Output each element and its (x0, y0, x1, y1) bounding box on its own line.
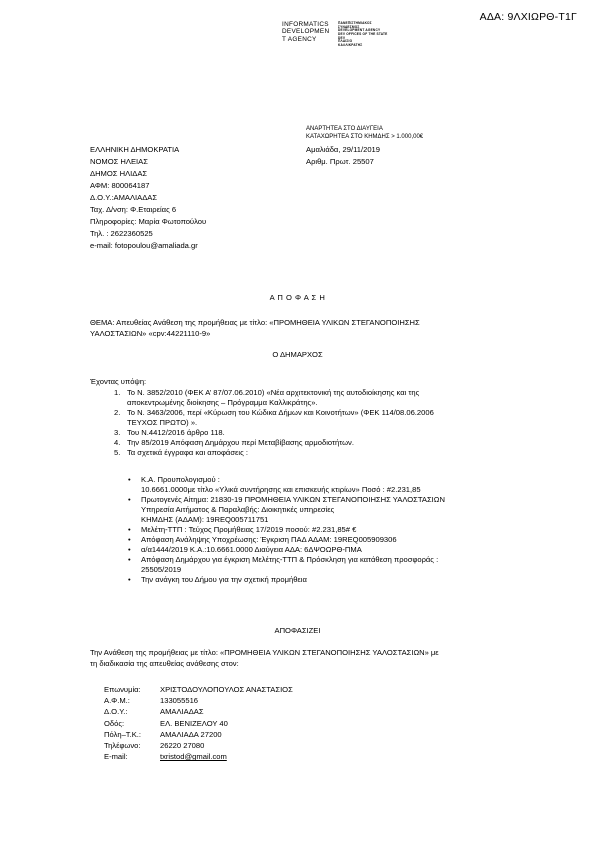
table-row: Δ.Ο.Υ.: ΑΜΑΛΙΑΔΑΣ (104, 707, 204, 717)
ada-code: ΑΔΑ: 9ΛΧΙΩΡΘ-Τ1Γ (479, 11, 577, 23)
phone: Τηλ. : 2622360525 (90, 229, 153, 238)
logo-small-line: ΣΥΝΔΕΣΜΟΣ (338, 24, 360, 29)
contractor-email-link[interactable]: txristod@gmail.com (160, 752, 227, 762)
list-item: • Την ανάγκη του Δήμου για την σχετική προμήθεια (128, 575, 307, 585)
list-item: 5. Τα σχετικά έγγραφα και αποφάσεις : (114, 448, 248, 458)
bullet-icon: • (128, 545, 131, 555)
table-row: Οδός: ΕΛ. ΒΕΝΙΖΕΛΟΥ 40 (104, 718, 228, 728)
logo-small-line: DEV (338, 35, 346, 40)
org-line-2: ΝΟΜΟΣ ΗΛΕΙΑΣ (90, 157, 148, 166)
logo-small-line: DEVELOPMENT AGENCY (338, 28, 381, 33)
documents-bullet-list (128, 475, 501, 585)
address: Ταχ. Δ/νση: Φ.Εταιρείας 6 (90, 205, 177, 214)
logo-small-line: ΠΑΝΕΠΙΣΤΗΜΙΑΚΟΣ (338, 21, 372, 25)
list-item: 2. Το Ν. 3463/2006, περί «Κύρωση του Κώδικα Δήμων και Κοινοτήτων» (ΦΕΚ 114/08.06.2006 ΤΕΥΧΟΣ ΠΡΩΤΟ) ». (114, 408, 434, 428)
table-row: Α.Φ.Μ.: 133055516 (104, 696, 199, 706)
bullet-icon: • (128, 535, 131, 545)
protocol-number: Αριθμ. Πρωτ. 25507 (306, 157, 374, 166)
list-item: • α/α1444/2019 Κ.Α.:10.6661.0000 Διαύγεια ΑΔΑ: 6ΔΨΟΩΡΘ-ΠΜΑ (128, 545, 362, 555)
posting-note-1: ΑΝΑΡΤΗΤΕΑ ΣΤΟ ΔΙΑΥΓΕΙΑ (306, 126, 383, 132)
bullet-icon: • (128, 495, 131, 505)
list-item: • Κ.Α. Προυπολογισμού : 10.6661.0000με τίτλο «Υλικά συντήρησης και επισκευής κτιρίων» Ποσό : #2.231,85 (128, 475, 421, 495)
assignment-line-2: τη διαδικασία της απευθείας ανάθεσης στον: (90, 659, 239, 668)
list-item: 3. Του Ν.4412/2016 άρθρο 118. (114, 428, 225, 438)
logo-small-text (338, 22, 387, 48)
bullet-icon: • (128, 555, 131, 565)
table-row: E-mail: txristod@gmail.com (104, 752, 227, 762)
afm: ΑΦΜ: 800064187 (90, 181, 150, 190)
email: e-mail: fotopoulou@amaliada.gr (90, 241, 198, 250)
decides-heading: ΑΠΟΦΑΣΙΖΕΙ (274, 626, 321, 635)
doc-date: Αμαλιάδα, 29/11/2019 (306, 145, 380, 154)
list-item: • Απόφαση Δημάρχου για έγκριση Μελέτης-ΤΤΠ & Πρόσκληση για κατάθεση προσφοράς : 25505/2019 (128, 555, 439, 575)
having-regard: Έχοντας υπόψη: (90, 377, 147, 386)
logo-small-line: ΚΑΛΛΙΚΡΑΤΗΣ (338, 43, 363, 48)
info-contact: Πληροφορίες: Μαρία Φωτοπούλου (90, 217, 207, 226)
table-row: Τηλέφωνο: 26220 27080 (104, 740, 205, 750)
table-row: Επωνυμία: ΧΡΙΣΤΟΔΟΥΛΟΠΟΥΛΟΣ ΑΝΑΣΤΑΣΙΟΣ (104, 685, 293, 694)
contractor-details (104, 685, 293, 763)
list-item: 1. Το Ν. 3852/2010 (ΦΕΚ Α’ 87/07.06.2010) «Νέα αρχιτεκτονική της αυτοδιοίκησης και της αποκεντρωμένης διοίκησης – Πρόγραμμα Καλλικράτης». (114, 388, 420, 408)
logo-small-line: DEV OFFICES OF THE STATE (338, 32, 388, 37)
list-item: • Μελέτη-ΤΤΠ : Τεύχος Προμήθειας 17/2019 ποσού: #2.231,85# € (128, 525, 357, 535)
mayor-heading: Ο ΔΗΜΑΡΧΟΣ (272, 350, 323, 359)
table-row: Πόλη–Τ.Κ.: ΑΜΑΛΙΑΔΑ 27200 (104, 729, 222, 739)
subject-line-1: ΘΕΜΑ: Απευθείας Ανάθεση της προμήθειας με τίτλο: «ΠΡΟΜΗΘΕΙΑ ΥΛΙΚΩΝ ΣΤΕΓΑΝΟΠΟΙΗΣΗΣ (90, 318, 420, 327)
logo-small-line: ΠΛΑΙΣΙΟ (338, 39, 353, 44)
doy: Δ.Ο.Υ.:ΑΜΑΛΙΑΔΑΣ (90, 193, 158, 202)
bullet-icon: • (128, 475, 131, 484)
considerations-list (114, 388, 507, 458)
logo-line-2: DEVELOPMEN (282, 28, 330, 36)
posting-note-2: ΚΑΤΑΧΩΡΗΤΕΑ ΣΤΟ ΚΗΜΔΗΣ > 1.000,00€ (306, 134, 424, 140)
logo-line-1: INFORMATICS (282, 21, 329, 28)
org-line-3: ΔΗΜΟΣ ΗΛΙΔΑΣ (90, 169, 148, 178)
list-item: • Πρωτογενές Αίτημα: 21830-19 ΠΡΟΜΗΘΕΙΑ ΥΛΙΚΩΝ ΣΤΕΓΑΝΟΠΟΙΗΣΗΣ ΥΑΛΟΣΤΑΣΙΩΝ Υπηρεσία Αιτήματος & Παραλαβής: Διοικητικές υπηρεσίες ΚΗΜΔΗΣ (ΑΔΑΜ): 19REQ005711751 (128, 495, 445, 525)
doc-title: Α Π Ο Φ Α Σ Η (269, 293, 326, 302)
list-item: 4. Την 85/2019 Απόφαση Δημάρχου περί Μεταβίβασης αρμοδιοτήτων. (114, 438, 354, 448)
subject-line-2: ΥΑΛΟΣΤΑΣΙΩΝ» «cpv:44221110-9» (90, 329, 211, 338)
list-item: • Απόφαση Ανάληψης Υποχρέωσης: Έγκριση ΠΑΔ ΑΔΑΜ: 19REQ005909306 (128, 535, 397, 545)
logo-line-3: T AGENCY (282, 35, 317, 43)
assignment-line-1: Την Ανάθεση της προμήθειας με τίτλο: «ΠΡΟΜΗΘΕΙΑ ΥΛΙΚΩΝ ΣΤΕΓΑΝΟΠΟΙΗΣΗΣ ΥΑΛΟΣΤΑΣΙΩΝ» με (90, 648, 439, 657)
bullet-icon: • (128, 575, 131, 585)
bullet-icon: • (128, 525, 131, 535)
org-line-1: ΕΛΛΗΝΙΚΗ ΔΗΜΟΚΡΑΤΙΑ (90, 145, 180, 154)
